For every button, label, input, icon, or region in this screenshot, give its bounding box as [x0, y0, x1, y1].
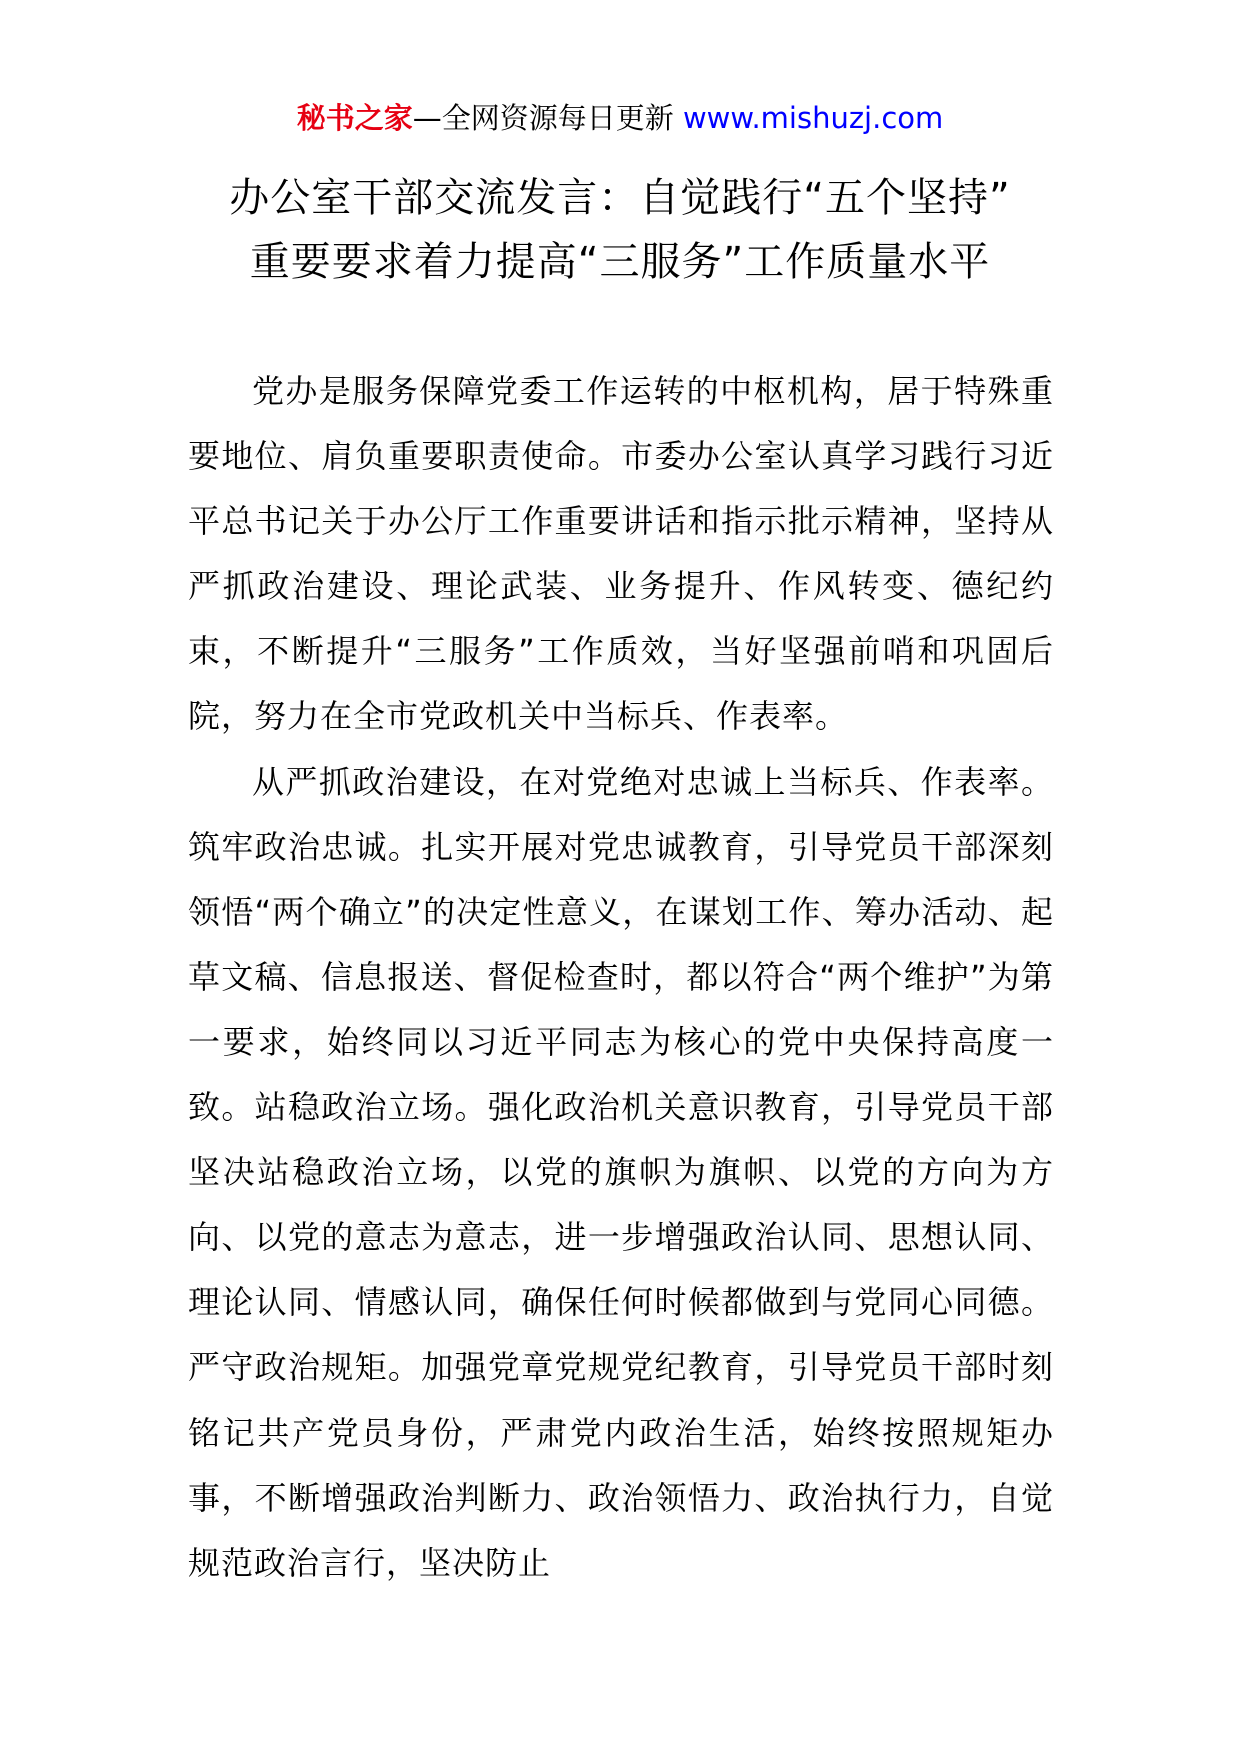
site-tagline: —全网资源每日更新	[412, 101, 683, 135]
site-brand: 秘书之家	[296, 101, 413, 135]
body-paragraph-2: 从严抓政治建设，在对党绝对忠诚上当标兵、作表率。筑牢政治忠诚。扎实开展对党忠诚教育，引导党员干部深刻领悟“两个确立”的决定性意义，在谋划工作、筹办活动、起草文稿、信息报送、督促检查时，都以符合“两个维护”为第一要求，始终同以习近平同志为核心的党中央保持高度一致。站稳政治立场。强化政治机关意识教育，引导党员干部坚决站稳政治立场，以党的旗帜为旗帜、以党的方向为方向、以党的意志为意志，进一步增强政治认同、思想认同、理论认同、情感认同，确保任何时候都做到与党同心同德。严守政治规矩。加强党章党规党纪教育，引导党员干部时刻铭记共产党员身份，严肃党内政治生活，始终按照规矩办事，不断增强政治判断力、政治领悟力、政治执行力，自觉规范政治言行，坚决防止	[188, 762, 1054, 1582]
site-header	[0, 98, 1240, 138]
document-title	[0, 166, 1240, 294]
document-title-line-1: 办公室干部交流发言：自觉践行“五个坚持”	[229, 175, 1011, 221]
site-url-link[interactable]: www.mishuzj.com	[682, 101, 944, 135]
document-body	[188, 359, 1054, 1596]
document-title-line-2: 重要要求着力提高“三服务”工作质量水平	[249, 239, 991, 285]
body-paragraph-1: 党办是服务保障党委工作运转的中枢机构，居于特殊重要地位、肩负重要职责使命。市委办公室认真学习践行习近平总书记关于办公厅工作重要讲话和指示批示精神，坚持从严抓政治建设、理论武装、业务提升、作风转变、德纪约束，不断提升“三服务”工作质效，当好坚强前哨和巩固后院，努力在全市党政机关中当标兵、作表率。	[188, 372, 1054, 736]
